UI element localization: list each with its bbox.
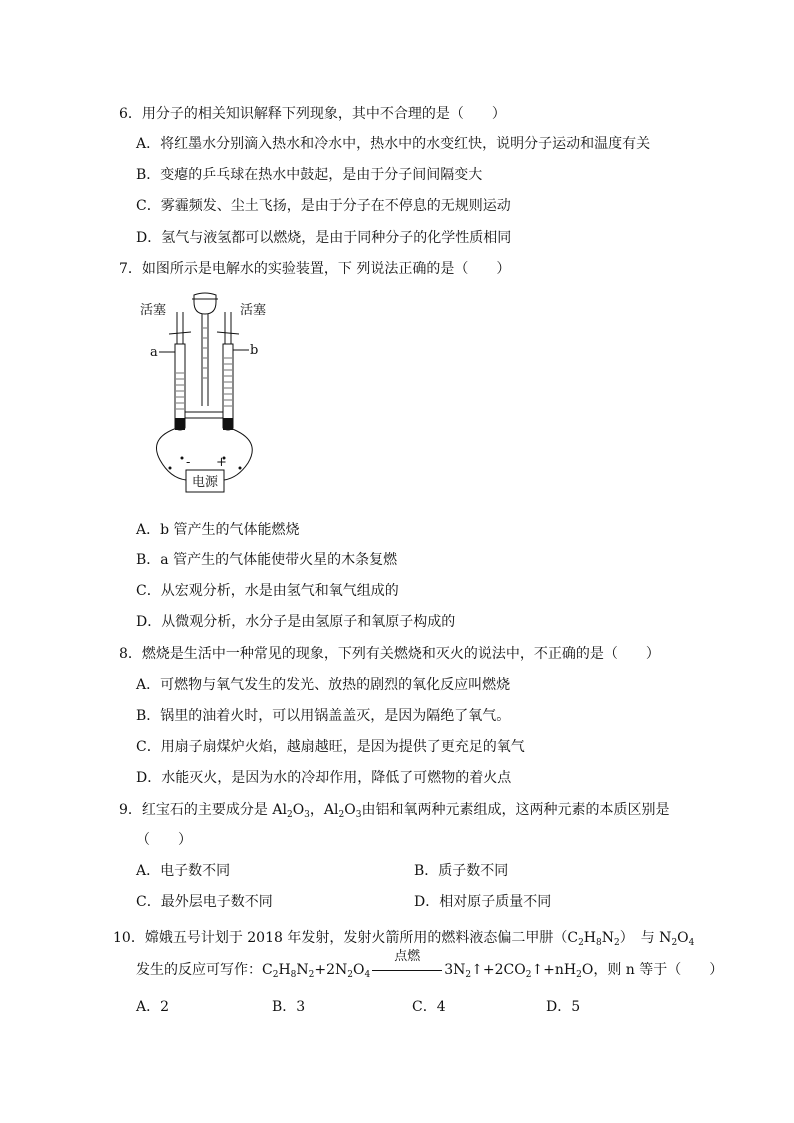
question-10-equation-line: 发生的反应可写作：$C_2H_8N_2+2N_2O_4$ 点燃 $3N_2↑+2CO_2↑+nH_2O$，则 n 等于（ ） — [136, 949, 724, 980]
valve-right-label: 活塞 — [240, 303, 267, 318]
question-10-option-b: B．3 — [272, 999, 306, 1015]
question-6-stem: 6．用分子的相关知识解释下列现象，其中不合理的是（ ） — [119, 106, 506, 122]
question-8-option-a: A．可燃物与氧气发生的发光、放热的剧烈的氧化反应叫燃烧 — [136, 677, 511, 693]
question-6-option-c: C．雾霾频发、尘土飞扬，是由于分子在不停息的无规则运动 — [136, 198, 511, 214]
question-8-option-b: B．锅里的油着火时，可以用锅盖盖灭，是因为隔绝了氧气。 — [136, 708, 511, 724]
electrolysis-apparatus-figure — [140, 288, 270, 510]
question-9-option-c: C．最外层电子数不同 — [136, 894, 273, 910]
question-8-option-d: D．水能灭火，是因为水的冷却作用，降低了可燃物的着火点 — [136, 770, 512, 786]
reaction-arrow — [370, 949, 444, 979]
valve-left-label: 活塞 — [140, 303, 167, 318]
question-7-option-b: B．a 管产生的气体能使带火星的木条复燃 — [136, 552, 398, 568]
question-8-option-c: C．用扇子扇煤炉火焰，越扇越旺，是因为提供了更充足的氧气 — [136, 739, 525, 755]
question-9-option-a: A．电子数不同 — [136, 863, 231, 879]
question-7-stem: 7．如图所示是电解水的实验装置，下 列说法正确的是（ ） — [119, 261, 511, 277]
negative-terminal-label: - — [186, 455, 191, 470]
positive-terminal-label: + — [216, 455, 227, 470]
question-6-option-d: D．氢气与液氢都可以燃烧，是由于同种分子的化学性质相同 — [136, 230, 512, 246]
tube-b-label: b — [250, 343, 259, 358]
question-7-option-a: A．b 管产生的气体能燃烧 — [136, 522, 300, 538]
reaction-condition: 点燃 — [394, 949, 421, 964]
question-10-option-a: A．2 — [136, 999, 170, 1015]
question-10-option-c: C．4 — [412, 999, 446, 1015]
tube-a-label: a — [150, 345, 158, 360]
question-7-option-c: C．从宏观分析，水是由氢气和氧气组成的 — [136, 583, 399, 599]
electrode-positive — [223, 418, 233, 430]
question-9-option-b: B．质子数不同 — [414, 863, 509, 879]
question-9-option-d: D．相对原子质量不同 — [414, 894, 552, 910]
tube-a — [175, 312, 185, 430]
question-10-option-d: D．5 — [546, 999, 581, 1015]
tube-b — [223, 312, 233, 430]
funnel-reservoir — [194, 293, 216, 314]
question-6-option-a: A．将红墨水分别滴入热水和冷水中，热水中的水变红快，说明分子运动和温度有关 — [136, 136, 651, 152]
question-8-stem: 8．燃烧是生活中一种常见的现象，下列有关燃烧和灭火的说法中，不正确的是（ ） — [119, 646, 660, 662]
question-9-stem: 9．红宝石的主要成分是 $Al_2O_3$，$Al_2O_3$由铝和氧两种元素组成，这两种元素的本质区别是 — [119, 802, 670, 820]
question-9-bracket: （ ） — [136, 832, 192, 848]
question-6-option-b: B．变瘪的乒乓球在热水中鼓起，是由于分子间间隔变大 — [136, 167, 483, 183]
question-10-stem-line-1: 10．嫦娥五号计划于 2018 年发射，发射火箭所用的燃料液态偏二甲肼$(C_2H_8N_2)$ 与 $N_2O_4$ — [113, 930, 695, 948]
electrode-negative — [175, 418, 185, 430]
power-supply-label: 电源 — [192, 475, 219, 490]
question-7-option-d: D．从微观分析，水分子是由氢原子和氧原子构成的 — [136, 614, 456, 630]
